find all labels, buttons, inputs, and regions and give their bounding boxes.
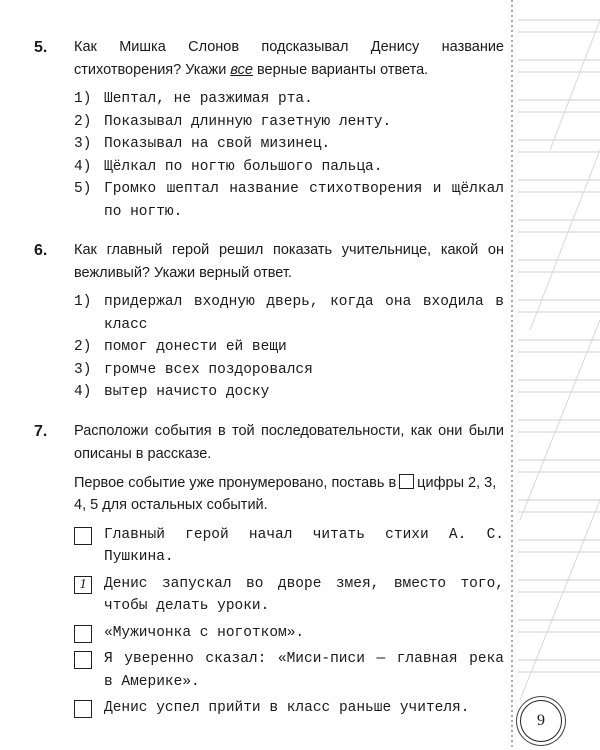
event-item: Я уверенно сказал: «Миси-писи — главная река в Америке». — [74, 648, 504, 693]
question-text: Как Мишка Слонов подсказывал Денису название стихотворения? Укажи все верные варианты ответа. — [74, 39, 504, 78]
answer-option[interactable]: 1) придержал входную дверь, когда она входила в класс — [74, 294, 504, 333]
ruled-margin — [510, 0, 600, 750]
question-text: Как главный герой решил показать учительнице, какой он вежливый? Укажи верный ответ. — [74, 242, 504, 281]
answer-options — [74, 291, 504, 404]
question-5 — [34, 36, 504, 223]
event-item: Денис успел прийти в класс раньше учителя. — [74, 697, 504, 720]
question-number: 5. — [34, 39, 48, 56]
order-input-box[interactable] — [74, 625, 92, 643]
answer-option[interactable]: 2) Показывал длинную газетную ленту. — [74, 113, 392, 130]
emphasis-word: все — [230, 62, 253, 78]
answer-option[interactable]: 5) Громко шептал название стихотворения и щёлкал по ногтю. — [74, 181, 504, 220]
question-number: 7. — [34, 422, 48, 440]
event-item: 1 Денис запускал во дворе змея, вместо того, чтобы делать уроки. — [74, 573, 504, 618]
answer-options — [74, 88, 504, 223]
answer-option[interactable]: 1) Шептал, не разжимая рта. — [74, 91, 313, 107]
questions-content — [34, 36, 504, 736]
question-number: 6. — [34, 242, 48, 259]
answer-option[interactable]: 3) Показывал на свой мизинец. — [74, 136, 331, 152]
event-list — [74, 524, 504, 720]
page-number-badge — [520, 700, 562, 742]
answer-option[interactable]: 4) Щёлкал по ногтю большого пальца. — [74, 158, 383, 175]
answer-option[interactable]: 2) помог донести ей вещи — [74, 339, 287, 355]
question-text: Расположи события в той последовательности, как они были описаны в рассказе. — [74, 422, 504, 462]
order-input-box[interactable] — [74, 651, 92, 669]
page-number: 9 — [537, 712, 545, 729]
order-input-box[interactable]: 1 — [74, 576, 92, 594]
event-item: Главный герой начал читать стихи А. С. Пушкина. — [74, 524, 504, 569]
question-instruction: Первое событие уже пронумеровано, поставь в цифры 2, 3, 4, 5 для остальных событий. — [74, 474, 497, 513]
order-input-box[interactable] — [74, 527, 92, 545]
answer-option[interactable]: 3) громче всех поздоровался — [74, 361, 313, 378]
question-6 — [34, 239, 504, 404]
event-item: «Мужичонка с ноготком». — [74, 622, 504, 645]
order-input-box[interactable] — [74, 700, 92, 718]
answer-box-icon — [399, 474, 414, 489]
answer-option[interactable]: 4) вытер начисто доску — [74, 384, 270, 400]
question-7 — [34, 420, 504, 720]
